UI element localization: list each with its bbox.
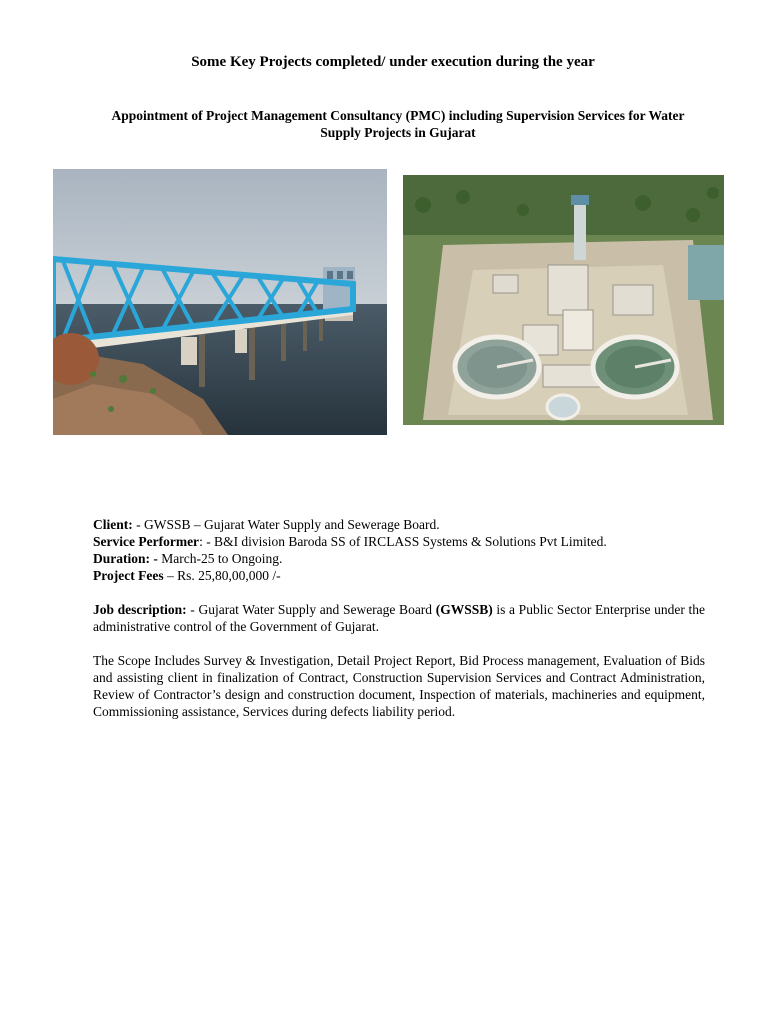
duration-label: Duration: -	[93, 551, 158, 566]
intake-bridge-photo	[53, 169, 387, 435]
client-value: - GWSSB – Gujarat Water Supply and Sewerage Board.	[132, 517, 440, 532]
page-heading: Some Key Projects completed/ under execution during the year	[191, 54, 595, 70]
project-fees-label: Project Fees	[93, 568, 164, 583]
client-line	[93, 516, 705, 533]
project-fees-line	[93, 567, 705, 584]
service-performer-label: Service Performer	[93, 534, 200, 549]
service-performer-value: : - B&I division Baroda SS of IRCLASS Systems & Solutions Pvt Limited.	[199, 534, 607, 549]
service-performer-line	[93, 533, 705, 550]
duration-line	[93, 550, 705, 567]
project-details	[93, 516, 705, 584]
job-description-text-before: - Gujarat Water Supply and Sewerage Board	[186, 602, 436, 617]
gwssb-abbreviation: (GWSSB)	[435, 602, 493, 617]
project-fees-value: – Rs. 25,80,00,000 /-	[163, 568, 281, 583]
duration-value: March-25 to Ongoing.	[157, 551, 283, 566]
job-description	[93, 601, 705, 635]
scope-paragraph: The Scope Includes Survey & Investigation, Detail Project Report, Bid Process management, Evaluation of Bids and assisting client in finalization of Contract, Construction Supervision Services and Contract Administration, Review of Contractor’s design and construction document, Inspection of materials, machineries and equipment, Commissioning assistance, Services during defects liability period.	[93, 653, 705, 719]
job-description-text-after: is a Public Sector Enterprise under the administrative control of the Government of Gujarat.	[93, 602, 705, 634]
job-description-label: Job description:	[93, 602, 187, 617]
project-title: Appointment of Project Management Consultancy (PMC) including Supervision Services for Water Supply Projects in Gujarat	[111, 108, 685, 140]
treatment-plant-photo	[403, 175, 724, 425]
client-label: Client:	[93, 517, 133, 532]
